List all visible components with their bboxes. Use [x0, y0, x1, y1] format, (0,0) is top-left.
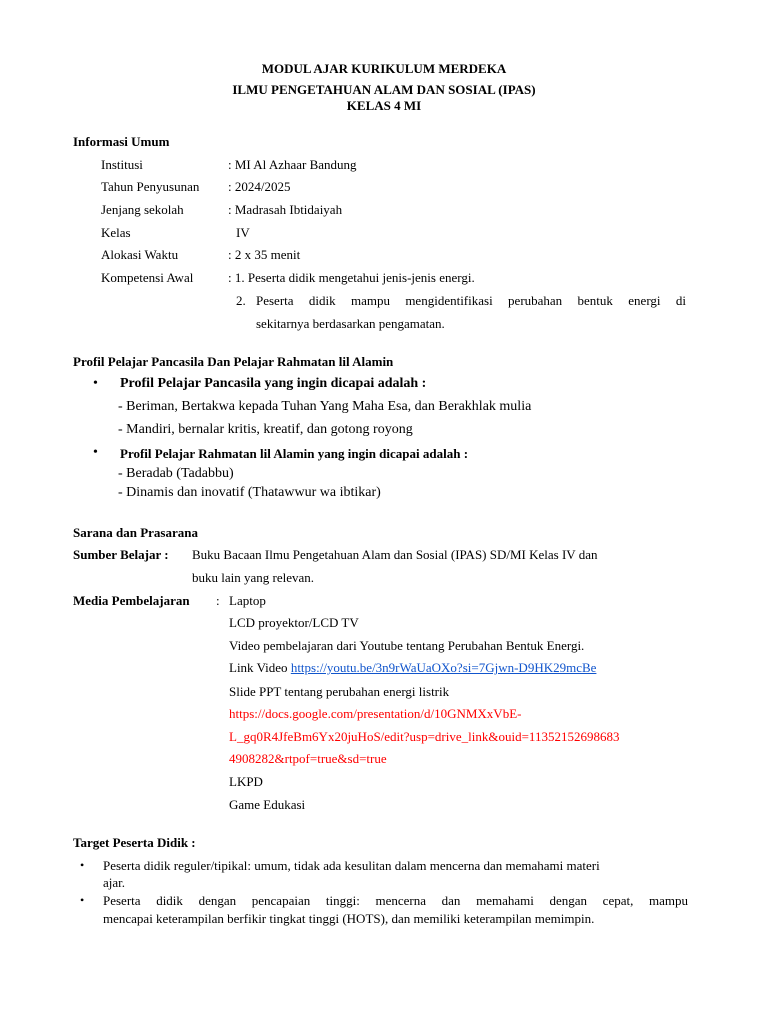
info-value-jenjang: : Madrasah Ibtidaiyah — [228, 202, 343, 217]
media-label: Media Pembelajaran — [73, 593, 190, 608]
target-item-2-line1: Peserta didik dengan pencapaian tinggi: mencerna dan memahami dengan cepat, mampu — [103, 893, 688, 908]
media-item-lcd: LCD proyektor/LCD TV — [229, 615, 359, 630]
target-item-2-line2: mencapai keterampilan berfikir tingkat tinggi (HOTS), dan memiliki keterampilan memimpin. — [103, 911, 595, 926]
docs-link-line2[interactable]: L_gq0R4JfeBm6Yx20juHoS/edit?usp=drive_link&ouid=11352152698683 — [229, 729, 620, 744]
profil-pancasila-item: - Mandiri, bernalar kritis, kreatif, dan gotong royong — [118, 422, 413, 437]
info-value-alokasi: : 2 x 35 menit — [228, 247, 301, 262]
sarana-heading: Sarana dan Prasarana — [73, 525, 198, 540]
info-value-tahun: : 2024/2025 — [228, 179, 291, 194]
youtube-link[interactable]: https://youtu.be/3n9rWaUaOXo?si=7Gjwn-D9HK29mcBe — [290, 660, 597, 675]
info-label-tahun: Tahun Penyusunan — [101, 179, 200, 194]
doc-title-line1: MODUL AJAR KURIKULUM MERDEKA — [261, 61, 507, 76]
info-value-kelas: IV — [236, 225, 250, 240]
profil-pancasila-item: - Beriman, Bertakwa kepada Tuhan Yang Maha Esa, dan Berakhlak mulia — [118, 399, 532, 414]
media-colon: : — [216, 593, 220, 608]
info-label-kompetensi: Kompetensi Awal — [101, 270, 194, 285]
media-item-link-row — [229, 660, 596, 676]
sumber-belajar-line1: Buku Bacaan Ilmu Pengetahuan Alam dan Sosial (IPAS) SD/MI Kelas IV dan — [192, 547, 598, 562]
target-item-1-line2: ajar. — [103, 875, 126, 890]
media-item-slide: Slide PPT tentang perubahan energi listrik — [229, 684, 450, 699]
info-value-kompetensi-1: : 1. Peserta didik mengetahui jenis-jenis energi. — [228, 270, 475, 285]
profil-heading: Profil Pelajar Pancasila Dan Pelajar Rahmatan lil Alamin — [73, 354, 394, 369]
sumber-belajar-line2: buku lain yang relevan. — [192, 570, 315, 585]
info-label-alokasi: Alokasi Waktu — [101, 247, 179, 262]
profil-rahmatan-heading: Profil Pelajar Rahmatan lil Alamin yang ingin dicapai adalah : — [120, 446, 469, 461]
bullet-marker: • — [80, 858, 85, 872]
profil-rahmatan-item: - Dinamis dan inovatif (Thatawwur wa ibtikar) — [118, 485, 381, 500]
media-item-lkpd: LKPD — [229, 774, 263, 789]
info-value-institusi: : MI Al Azhaar Bandung — [228, 157, 357, 172]
docs-link-line3[interactable]: 4908282&rtpof=true&sd=true — [229, 751, 387, 766]
bullet-marker: • — [93, 376, 98, 391]
doc-title-line2: ILMU PENGETAHUAN ALAM DAN SOSIAL (IPAS) — [232, 82, 536, 97]
info-label-kelas: Kelas — [101, 225, 131, 240]
sumber-belajar-label: Sumber Belajar : — [73, 547, 169, 562]
kompetensi-2-line2: sekitarnya berdasarkan pengamatan. — [256, 316, 445, 331]
media-item-laptop: Laptop — [229, 593, 266, 608]
profil-pancasila-heading: Profil Pelajar Pancasila yang ingin dicapai adalah : — [120, 376, 427, 391]
bullet-marker: • — [80, 893, 85, 907]
media-item-game: Game Edukasi — [229, 797, 306, 812]
doc-title-line3: KELAS 4 MI — [346, 98, 422, 113]
bullet-marker: • — [93, 445, 98, 460]
target-item-1-line1: Peserta didik reguler/tipikal: umum, tidak ada kesulitan dalam mencerna dan memahami materi — [103, 858, 600, 873]
kompetensi-2-line1: Peserta didik mampu mengidentifikasi perubahan bentuk energi di — [256, 293, 686, 308]
target-heading: Target Peserta Didik : — [73, 835, 196, 850]
docs-link-line1[interactable]: https://docs.google.com/presentation/d/10GNMXxVbE- — [229, 706, 522, 721]
kompetensi-2-number: 2. — [236, 293, 246, 308]
link-video-prefix: Link Video — [229, 660, 291, 675]
profil-rahmatan-item: - Beradab (Tadabbu) — [118, 466, 234, 481]
info-heading: Informasi Umum — [73, 134, 170, 149]
media-item-video: Video pembelajaran dari Youtube tentang Perubahan Bentuk Energi. — [229, 638, 585, 653]
info-label-jenjang: Jenjang sekolah — [101, 202, 184, 217]
info-label-institusi: Institusi — [101, 157, 143, 172]
